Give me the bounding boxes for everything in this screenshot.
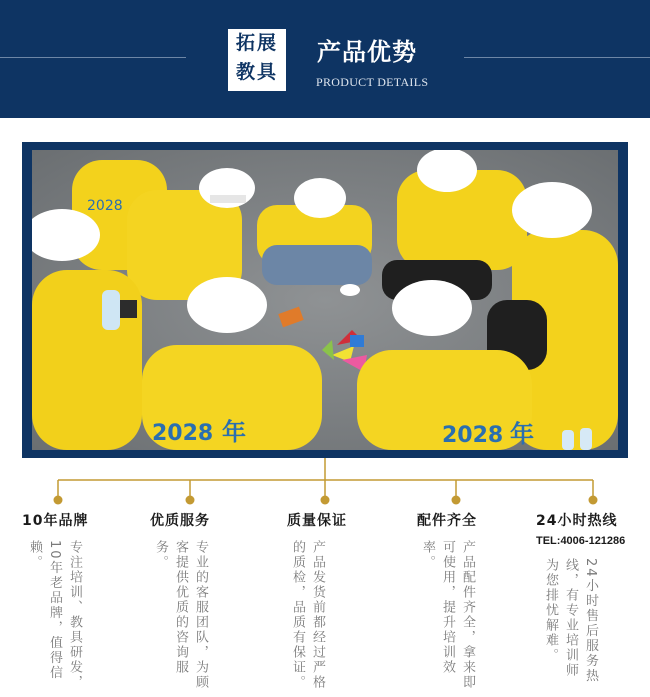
timeline-dot	[452, 496, 461, 505]
feature-service	[150, 510, 270, 690]
svg-text:2028: 2028	[87, 198, 123, 214]
feature-title: 24小时热线	[536, 513, 618, 529]
header-rule-right	[464, 57, 650, 58]
photo-frame	[22, 142, 628, 458]
photo-illustration	[32, 150, 618, 450]
category-badge	[228, 29, 286, 91]
section-subtitle: PRODUCT DETAILS	[316, 75, 429, 89]
feature-description: 专注培训、教具研发，10年老品牌，值得信赖。	[27, 540, 82, 690]
timeline-dot	[186, 496, 195, 505]
svg-text:年: 年	[222, 418, 246, 446]
badge-line-1: 拓展	[235, 32, 278, 54]
header-rule-left	[0, 57, 186, 58]
feature-title: 优质服务	[150, 513, 210, 529]
timeline-nodes	[54, 480, 598, 505]
feature-description: 专业的客服团队，为顾客提供优质的咨询服务。	[153, 540, 208, 690]
timeline-dot	[54, 496, 63, 505]
feature-title: 质量保证	[287, 513, 347, 529]
feature-title: 10年品牌	[22, 513, 89, 529]
timeline-dot	[589, 496, 598, 505]
hotline-phone: TEL:4006-121286	[536, 535, 626, 547]
feature-brand	[22, 510, 142, 690]
timeline-graphic	[0, 458, 650, 518]
water-bottle	[562, 430, 574, 450]
svg-text:2028: 2028	[442, 423, 504, 448]
feature-accessories	[417, 510, 537, 690]
svg-text:年: 年	[510, 420, 534, 448]
feature-description: 产品配件齐全，拿来即可使用，提升培训效率。	[420, 540, 475, 690]
feature-description: 24小时售后服务热线，有专业培训师为您排忧解难。	[543, 558, 598, 684]
team-building-photo	[32, 150, 618, 450]
badge-line-2: 教具	[235, 61, 278, 83]
feature-title: 配件齐全	[417, 513, 477, 529]
feature-description: 产品发货前都经过严格的质检，品质有保证。	[290, 540, 325, 690]
header-band	[0, 0, 650, 118]
svg-text:2028: 2028	[152, 421, 214, 446]
feature-hotline	[536, 510, 650, 684]
feature-quality	[287, 510, 407, 690]
timeline-dot	[321, 496, 330, 505]
feature-timeline	[0, 458, 650, 518]
water-bottle	[580, 428, 592, 450]
section-title: 产品优势	[317, 38, 417, 66]
